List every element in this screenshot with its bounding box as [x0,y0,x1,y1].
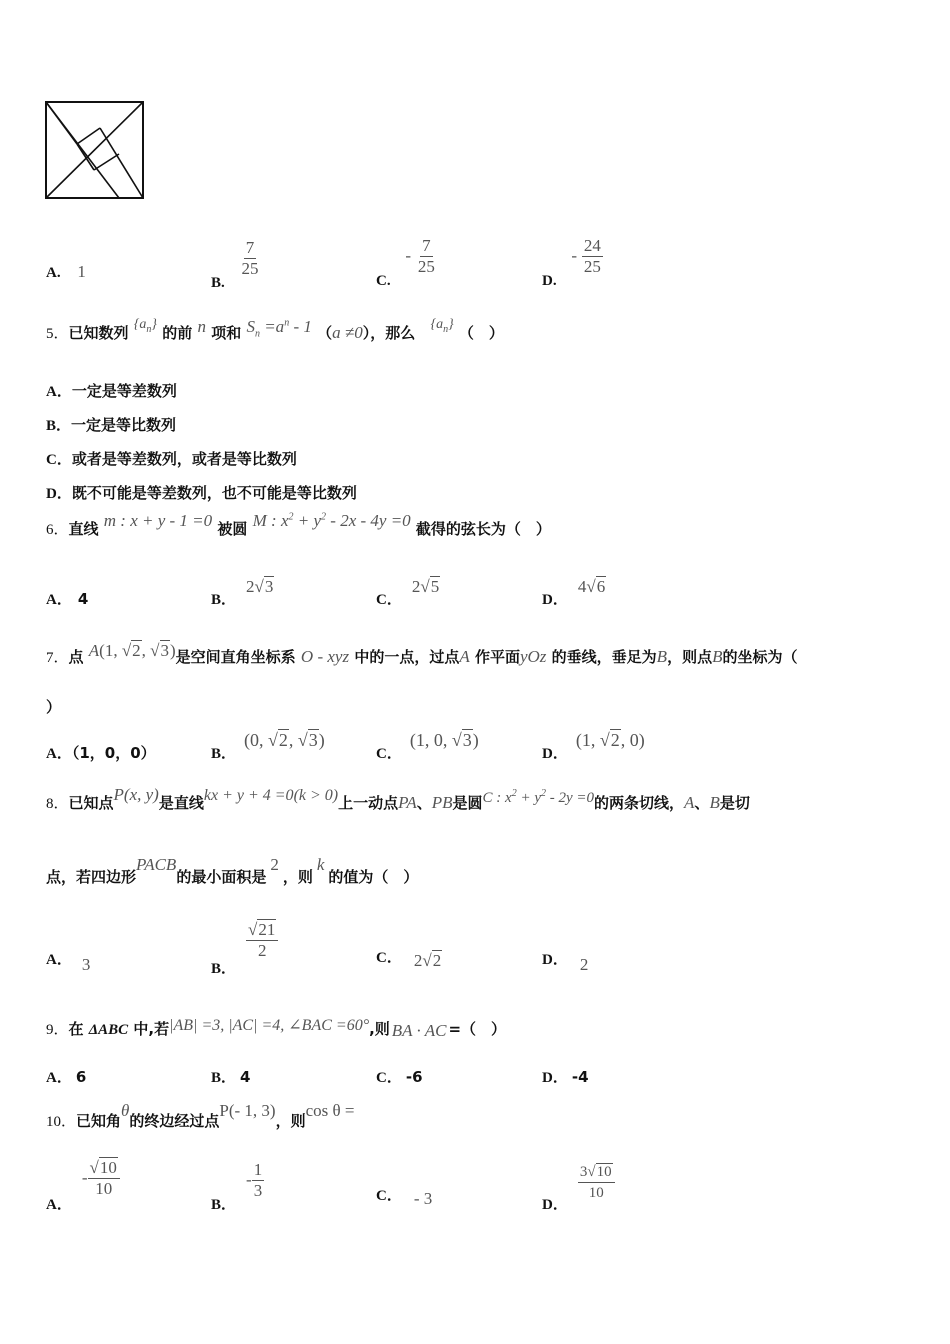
q8-option-a[interactable]: A． 3 [46,952,91,974]
question-7: 7．点 A(1, √2, √3)是空间直角坐标系 O - xyz 中的一点，过点A 作平面yOz 的垂线，垂足为B，则点B的坐标为（ [46,641,798,666]
q7-option-d[interactable]: D．(1, √2, 0) [542,730,645,762]
question-8: 8．已知点P(x, y)是直线kx + y + 4 =0(k > 0)上一动点PA、PB是圆C : $x^2 + y^2 - 2y =0$的两条切线，A、B是切 [46,785,750,812]
q9-option-c[interactable]: C． -6 [376,1068,423,1086]
geometry-figure [44,100,146,200]
question-8-cont: 点，若四边形PACB的最小面积是2，则k的值为（ ） [46,855,419,886]
q10-option-b[interactable]: B．- $\frac{1}{3}$ [211,1160,263,1213]
q10-option-a[interactable]: A．- $\frac{√10}{10}$ [46,1158,120,1199]
q6-option-c[interactable]: C．2√5 [376,577,440,608]
q9-option-a[interactable]: A． 6 [46,1068,87,1086]
question-9: 9．在 ΔABC 中,若|AB| =3, |AC| =4, ∠BAC =60°,则 BA · AC =（ ） [46,1017,507,1040]
q7-option-b[interactable]: B．(0, √2, √3) [211,730,325,762]
question-10: 10．已知角θ的终边经过点P(- 1, 3)，则cos θ = [46,1101,355,1130]
q9-option-b[interactable]: B． 4 [211,1068,251,1086]
q4-option-c[interactable]: C. - $\frac{7}{25}$ [376,236,435,289]
q7-option-c[interactable]: C．(1, 0, √3) [376,730,479,762]
q6-option-a[interactable]: A． 4 [46,590,89,608]
q4-option-b[interactable]: B. $\frac{7}{25}$ [211,238,259,291]
q9-option-d[interactable]: D． -4 [542,1068,589,1086]
question-7-close: ） [46,698,62,716]
question-5: 5．已知数列 $\{a_n\}$ 的前 n 项和 $S_n =a^n - 1$ （a ≠0），那么 $\{a_n\}$ （ ） [46,317,504,342]
q5-option-b[interactable]: B．一定是等比数列 [46,416,177,434]
q7-option-a[interactable]: A．（1，0，0） [46,744,156,762]
q10-option-c[interactable]: C． - 3 [376,1188,433,1208]
q8-option-b[interactable]: B． $\frac{√21}{2}$ [211,920,278,961]
q8-option-d[interactable]: D． 2 [542,952,589,974]
q5-option-c[interactable]: C．或者是等差数列，或者是等比数列 [46,450,297,468]
q6-option-d[interactable]: D．4√6 [542,577,606,608]
q4-option-a[interactable]: A. 1 [46,262,86,281]
q10-option-d[interactable]: D． $\frac{3√10}{10}$ [542,1162,615,1203]
q4-option-d[interactable]: D. - $\frac{24}{25}$ [542,236,601,289]
q6-option-b[interactable]: B．2√3 [211,577,274,608]
q5-option-d[interactable]: D．既不可能是等差数列，也不可能是等比数列 [46,484,357,502]
q8-option-c[interactable]: C． 2√2 [376,950,442,970]
question-6: 6．直线 m : x + y - 1 =0 被圆 M : $x^2 + y^2 - 2x - 4y =0$ 截得的弦长为（ ） [46,511,551,538]
q5-option-a[interactable]: A．一定是等差数列 [46,382,177,400]
